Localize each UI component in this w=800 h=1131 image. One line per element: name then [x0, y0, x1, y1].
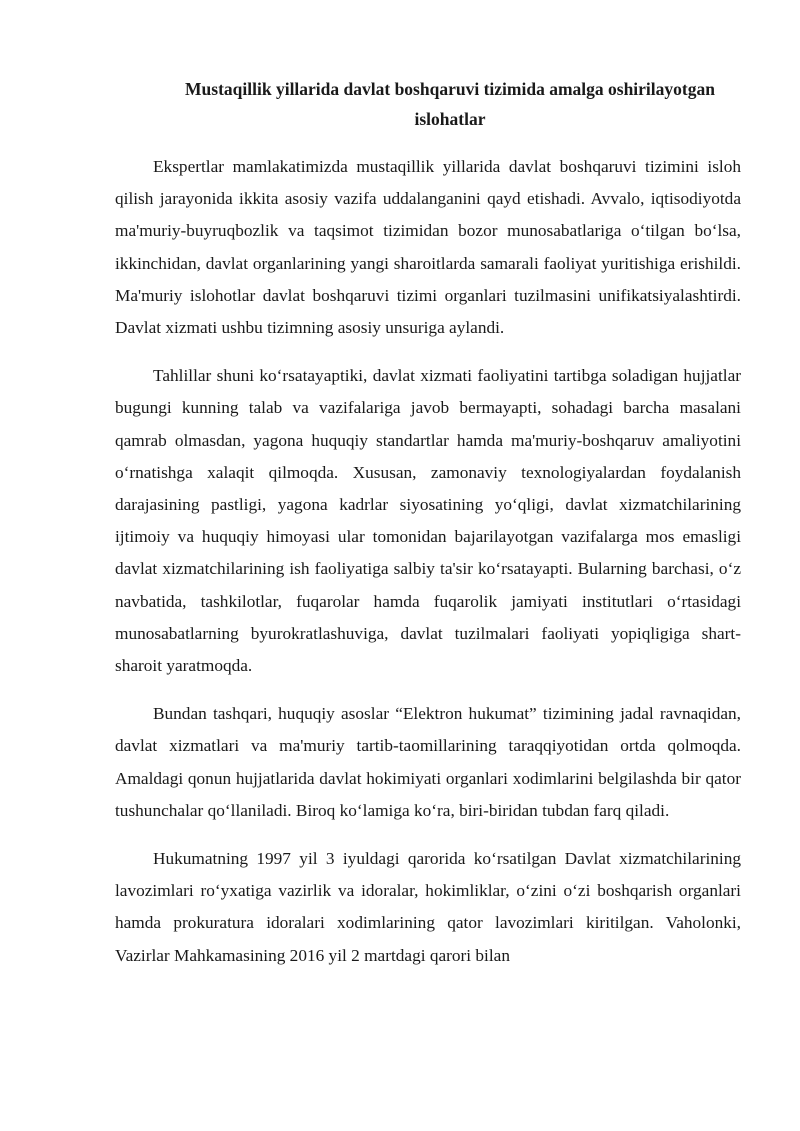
document-body — [115, 151, 741, 988]
document-title: Mustaqillik yillarida davlat boshqaruvi tizimida amalga oshirilayotgan islohatlar — [185, 79, 715, 129]
paragraph-2: Tahlillar shuni ko‘rsatayaptiki, davlat xizmati faoliyatini tartibga soladigan hujjatlar bugungi kunning talab va vazifalariga javob bermayapti, sohadagi barcha masalani qamrab olmasdan, yagona huquqiy standartlar hamda ma'muriy-boshqaruv amaliyotini o‘rnatishga xalaqit qilmoqda. Xususan, zamonaviy texnologiyalardan foydalanish darajasining pastligi, yagona kadrlar siyosatining yo‘qligi, davlat xizmatchilarining ijtimoiy va huquqiy himoyasi ular tomonidan bajarilayotgan vazifalarga mos emasligi davlat xizmatchilarining ish faoliyatiga salbiy ta'sir ko‘rsatayapti. Bularning barchasi, o‘z navbatida, tashkilotlar, fuqarolar hamda fuqarolik jamiyati institutlari o‘rtasidagi munosabatlarning byurokratlashuviga, davlat tuzilmalari faoliyati yopiqligiga shart-sharoit yaratmoqda. — [115, 366, 741, 676]
paragraph-3: Bundan tashqari, huquqiy asoslar “Elektron hukumat” tizimining jadal ravnaqidan, davlat xizmatlari va ma'muriy tartib-taomillarining taraqqiyotidan ortda qolmoqda. Amaldagi qonun hujjatlarida davlat hokimiyati organlari xodimlarini belgilashda bir qator tushunchalar qo‘llaniladi. Biroq ko‘lamiga ko‘ra, biri-biridan tubdan farq qiladi. — [115, 704, 741, 820]
paragraph-4: Hukumatning 1997 yil 3 iyuldagi qarorida ko‘rsatilgan Davlat xizmatchilarining lavozimlari ro‘yxatiga vazirlik va idoralar, hokimliklar, o‘zini o‘zi boshqarish organlari hamda prokuratura idoralari xodimlarining qator lavozimlari kiritilgan. Vaholonki, Vazirlar Mahkamasining 2016 yil 2 martdagi qarori bilan — [115, 849, 741, 965]
paragraph-1: Ekspertlar mamlakatimizda mustaqillik yillarida davlat boshqaruvi tizimini isloh qilish jarayonida ikkita asosiy vazifa uddalanganini qayd etishadi. Avvalo, iqtisodiyotda ma'muriy-buyruqbozlik va taqsimot tizimidan bozor munosabatlariga o‘tilgan bo‘lsa, ikkinchidan, davlat organlarining yangi sharoitlarda samarali faoliyat yuritishiga erishildi. Ma'muriy islohotlar davlat boshqaruvi tizimi organlari tuzilmasini unifikatsiyalashtirdi. Davlat xizmati ushbu tizimning asosiy unsuriga aylandi. — [115, 157, 741, 338]
